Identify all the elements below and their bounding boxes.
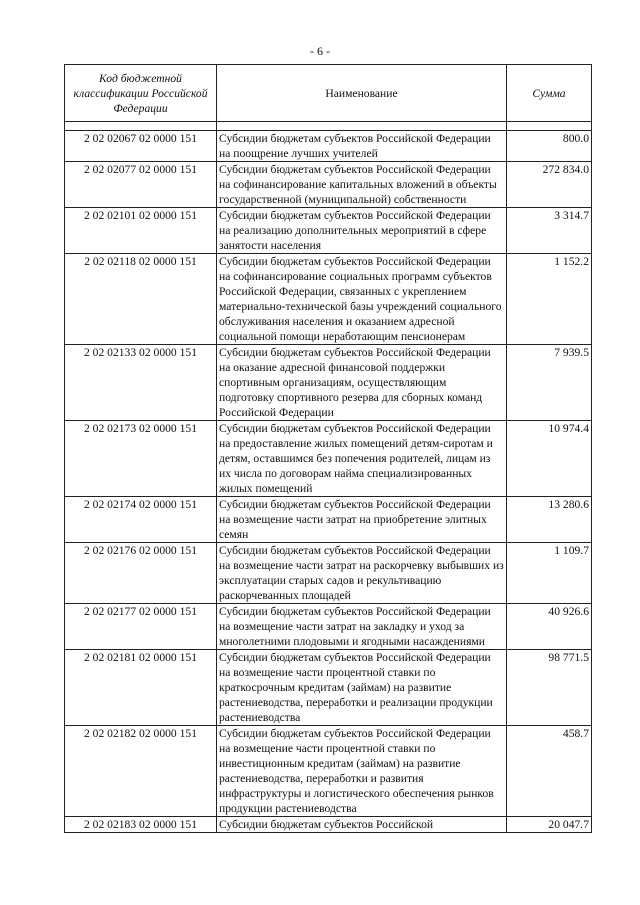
name-cell: Субсидии бюджетам субъектов Российской Федерации на предоставление жилых помещений детям-сиротам и детям, оставшимся без попечения родителей, лицам из их числа по договорам найма специализированных жилых помещений bbox=[217, 421, 507, 497]
sum-cell: 7 939.5 bbox=[507, 345, 592, 421]
table-row bbox=[65, 817, 592, 833]
table-row bbox=[65, 254, 592, 345]
sum-cell: 1 152.2 bbox=[507, 254, 592, 345]
code-cell: 2 02 02077 02 0000 151 bbox=[65, 162, 217, 208]
table-row bbox=[65, 497, 592, 543]
sum-cell: 10 974.4 bbox=[507, 421, 592, 497]
sum-cell: 458.7 bbox=[507, 726, 592, 817]
sum-cell: 13 280.6 bbox=[507, 497, 592, 543]
code-cell: 2 02 02174 02 0000 151 bbox=[65, 497, 217, 543]
header-name: Наименование bbox=[217, 65, 507, 122]
name-cell: Субсидии бюджетам субъектов Российской Федерации на возмещение части затрат на закладку и уход за многолетними плодовыми и ягодными насаждениями bbox=[217, 604, 507, 650]
header-code: Код бюджетной классификации Российской Федерации bbox=[65, 65, 217, 122]
name-cell: Субсидии бюджетам субъектов Российской Федерации на возмещение части процентной ставки по краткосрочным кредитам (займам) на развитие растениеводства, переработки и реализации продукции растениеводства bbox=[217, 650, 507, 726]
table-row bbox=[65, 726, 592, 817]
code-cell: 2 02 02177 02 0000 151 bbox=[65, 604, 217, 650]
name-cell: Субсидии бюджетам субъектов Российской Федерации на оказание адресной финансовой поддержки спортивным организациям, осуществляющим подготовку спортивного резерва для сборных команд Российской Федерации bbox=[217, 345, 507, 421]
sum-cell: 3 314.7 bbox=[507, 208, 592, 254]
table-row bbox=[65, 208, 592, 254]
sum-cell: 98 771.5 bbox=[507, 650, 592, 726]
name-cell: Субсидии бюджетам субъектов Российской Федерации на возмещение части затрат на раскорчевку выбывших из эксплуатации старых садов и рекультивацию раскорчеванных площадей bbox=[217, 543, 507, 604]
code-cell: 2 02 02183 02 0000 151 bbox=[65, 817, 217, 833]
table-row bbox=[65, 604, 592, 650]
code-cell: 2 02 02101 02 0000 151 bbox=[65, 208, 217, 254]
name-cell: Субсидии бюджетам субъектов Российской bbox=[217, 817, 507, 833]
table-row bbox=[65, 650, 592, 726]
table-row bbox=[65, 131, 592, 162]
sum-cell: 20 047.7 bbox=[507, 817, 592, 833]
table-header-row bbox=[65, 65, 592, 122]
name-cell: Субсидии бюджетам субъектов Российской Федерации на поощрение лучших учителей bbox=[217, 131, 507, 162]
name-cell: Субсидии бюджетам субъектов Российской Федерации на софинансирование капитальных вложений в объекты государственной (муниципальной) собственности bbox=[217, 162, 507, 208]
gap-cell bbox=[507, 122, 592, 131]
code-cell: 2 02 02133 02 0000 151 bbox=[65, 345, 217, 421]
table-row bbox=[65, 162, 592, 208]
name-cell: Субсидии бюджетам субъектов Российской Федерации на возмещение части затрат на приобретение элитных семян bbox=[217, 497, 507, 543]
name-cell: Субсидии бюджетам субъектов Российской Федерации на софинансирование социальных программ субъектов Российской Федерации, связанных с укреплением материально-технической базы учреждений социального обслуживания населения и оказанием адресной социальной помощи неработающим пенсионерам bbox=[217, 254, 507, 345]
table-row bbox=[65, 345, 592, 421]
header-gap-row bbox=[65, 122, 592, 131]
name-cell: Субсидии бюджетам субъектов Российской Федерации на реализацию дополнительных мероприятий в сфере занятости населения bbox=[217, 208, 507, 254]
gap-cell bbox=[65, 122, 217, 131]
table-row bbox=[65, 421, 592, 497]
sum-cell: 800.0 bbox=[507, 131, 592, 162]
code-cell: 2 02 02176 02 0000 151 bbox=[65, 543, 217, 604]
page-number: - 6 - bbox=[310, 44, 330, 58]
sum-cell: 1 109.7 bbox=[507, 543, 592, 604]
code-cell: 2 02 02182 02 0000 151 bbox=[65, 726, 217, 817]
gap-cell bbox=[217, 122, 507, 131]
budget-classification-table bbox=[64, 64, 592, 833]
code-cell: 2 02 02173 02 0000 151 bbox=[65, 421, 217, 497]
sum-cell: 40 926.6 bbox=[507, 604, 592, 650]
header-sum: Сумма bbox=[507, 65, 592, 122]
code-cell: 2 02 02067 02 0000 151 bbox=[65, 131, 217, 162]
sum-cell: 272 834.0 bbox=[507, 162, 592, 208]
table-row bbox=[65, 543, 592, 604]
name-cell: Субсидии бюджетам субъектов Российской Федерации на возмещение части процентной ставки по инвестиционным кредитам (займам) на развитие растениеводства, переработки и развития инфраструктуры и логистического обеспечения рынков продукции растениеводства bbox=[217, 726, 507, 817]
code-cell: 2 02 02118 02 0000 151 bbox=[65, 254, 217, 345]
code-cell: 2 02 02181 02 0000 151 bbox=[65, 650, 217, 726]
